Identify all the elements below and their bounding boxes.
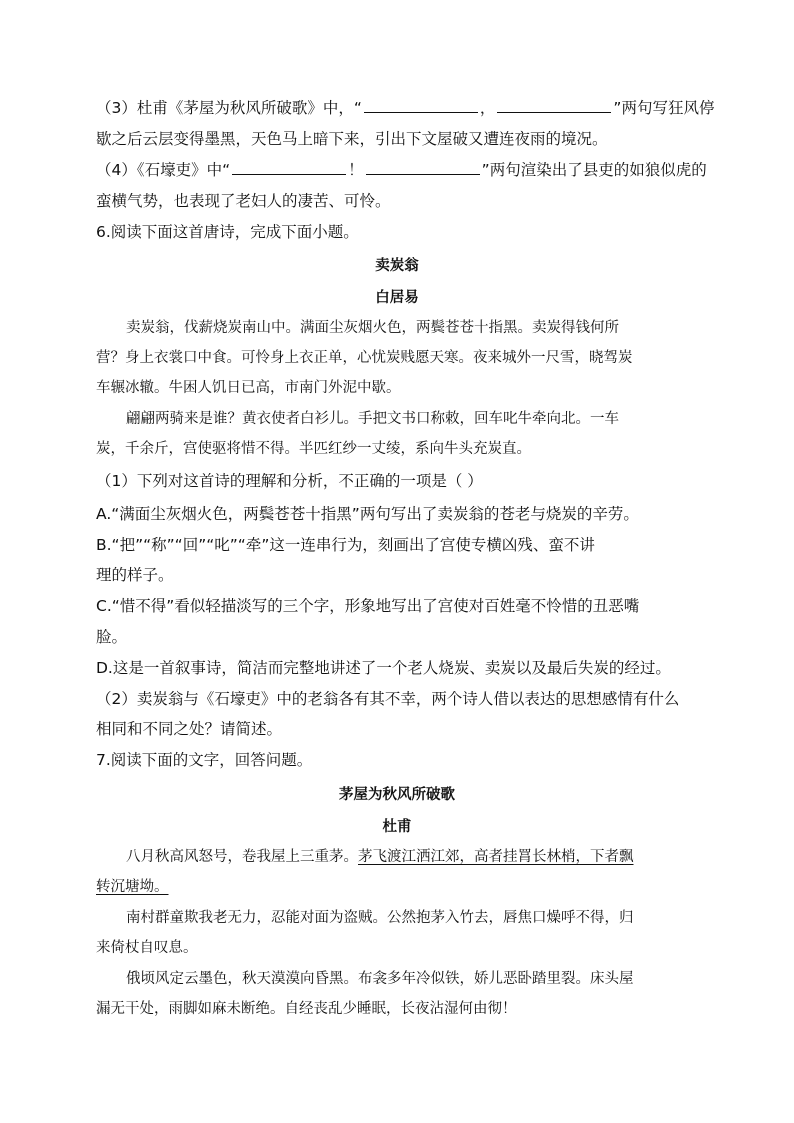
q7-poem-line-5: 俄顷风定云墨色，秋天漠漠向昏黑。布衾多年冷似铁，娇儿恶卧踏里裂。床头屋: [126, 971, 634, 987]
q6-poem-line-4: 翩翩两骑来是谁？黄衣使者白衫儿。手把文书口称敕，回车叱牛牵向北。一车: [126, 411, 619, 427]
q5-part4-separator: ！: [348, 161, 364, 179]
answer-blank-4[interactable]: [366, 160, 480, 175]
q6-poem-line-1: 卖炭翁，伐薪烧炭南山中。满面尘灰烟火色，两鬓苍苍十指黑。卖炭得钱何所: [126, 320, 619, 336]
q7-poem-line-2-underlined: 转沉塘坳。: [96, 879, 169, 895]
q7-poem-line-4: 来倚杖自叹息。: [96, 940, 198, 956]
q6-option-a: A.“满面尘灰烟火色，两鬓苍苍十指黑”两句写出了卖炭翁的苍老与烧炭的辛劳。: [96, 505, 639, 523]
answer-blank-1[interactable]: [364, 98, 478, 113]
answer-blank-3[interactable]: [232, 160, 346, 175]
q6-option-c-line1: C.“惜不得”看似轻描淡写的三个字，形象地写出了宫使对百姓毫不怜惜的丑恶嘴: [96, 597, 640, 615]
q6-option-d: D.这是一首叙事诗，简洁而完整地讲述了一个老人烧炭、卖炭以及最后失炭的经过。: [96, 659, 671, 677]
q5-part3-separator: ，: [479, 99, 496, 117]
q6-poem-line-5: 炭，千余斤，宫使驱将惜不得。半匹红纱一丈绫，系向牛头充炭直。: [96, 441, 531, 457]
q5-part3-prefix: （3）杜甫《茅屋为秋风所破歌》中，“: [96, 99, 362, 117]
q7-poem-line-1-underlined: 茅飞渡江洒江郊，高者挂罥长林梢，下者飘: [358, 849, 634, 865]
q6-option-b-line1: B.“把”“称”“回”“叱”“牵”这一连串行为，刻画出了宫使专横凶残、蛮不讲: [96, 536, 595, 554]
q6-subquestion-1: （1）下列对这首诗的理解和分析，不正确的一项是（ ）: [96, 472, 483, 490]
answer-blank-2[interactable]: [497, 98, 611, 113]
q6-poem-title: 卖炭翁: [375, 257, 419, 274]
q5-part4-line2: 蛮横气势，也表现了老妇人的凄苦、可怜。: [96, 192, 391, 210]
q5-part4-line1: [96, 158, 707, 180]
q5-part4-suffix: ”两句渲染出了县吏的如狼似虎的: [481, 161, 707, 179]
q6-option-b-line2: 理的样子。: [96, 566, 174, 584]
q6-subquestion-2-line1: （2）卖炭翁与《石壕吏》中的老翁各有其不幸，两个诗人借以表达的思想感情有什么: [96, 690, 680, 708]
q7-poem-line-1: [126, 845, 634, 866]
q7-intro: 7.阅读下面的文字，回答问题。: [96, 751, 313, 769]
q5-part3-suffix: ”两句写狂风停: [613, 99, 715, 117]
q6-poem-line-3: 车辗冰辙。牛困人饥日已高，市南门外泥中歇。: [96, 380, 401, 396]
q6-poem-line-2: 营？身上衣裳口中食。可怜身上衣正单，心忧炭贱愿天寒。夜来城外一尺雪，晓驾炭: [96, 350, 633, 366]
q5-part3-line1: [96, 96, 714, 118]
q7-poem-line-3: 南村群童欺我老无力，忍能对面为盗贼。公然抱茅入竹去，唇焦口燥呼不得，归: [126, 910, 634, 926]
q7-poem-line-2: [96, 875, 169, 896]
q6-option-c-line2: 脸。: [96, 628, 128, 646]
q7-poem-line-1-plain: 八月秋高风怒号，卷我屋上三重茅。: [126, 849, 358, 865]
q6-intro: 6.阅读下面这首唐诗，完成下面小题。: [96, 223, 359, 241]
q5-part4-prefix: （4）《石壕吏》中“: [96, 161, 231, 179]
q6-subquestion-2-line2: 相同和不同之处？请简述。: [96, 720, 283, 738]
q5-part3-line2: 歇之后云层变得墨黑，天色马上暗下来，引出下文屋破又遭连夜雨的境况。: [96, 130, 608, 148]
q7-poem-title: 茅屋为秋风所破歌: [339, 786, 455, 803]
q6-poem-author: 白居易: [375, 289, 419, 306]
q7-poem-line-6: 漏无干处，雨脚如麻未断绝。自经丧乱少睡眠，长夜沾湿何由彻！: [96, 1001, 517, 1017]
q7-poem-author: 杜甫: [382, 818, 412, 835]
